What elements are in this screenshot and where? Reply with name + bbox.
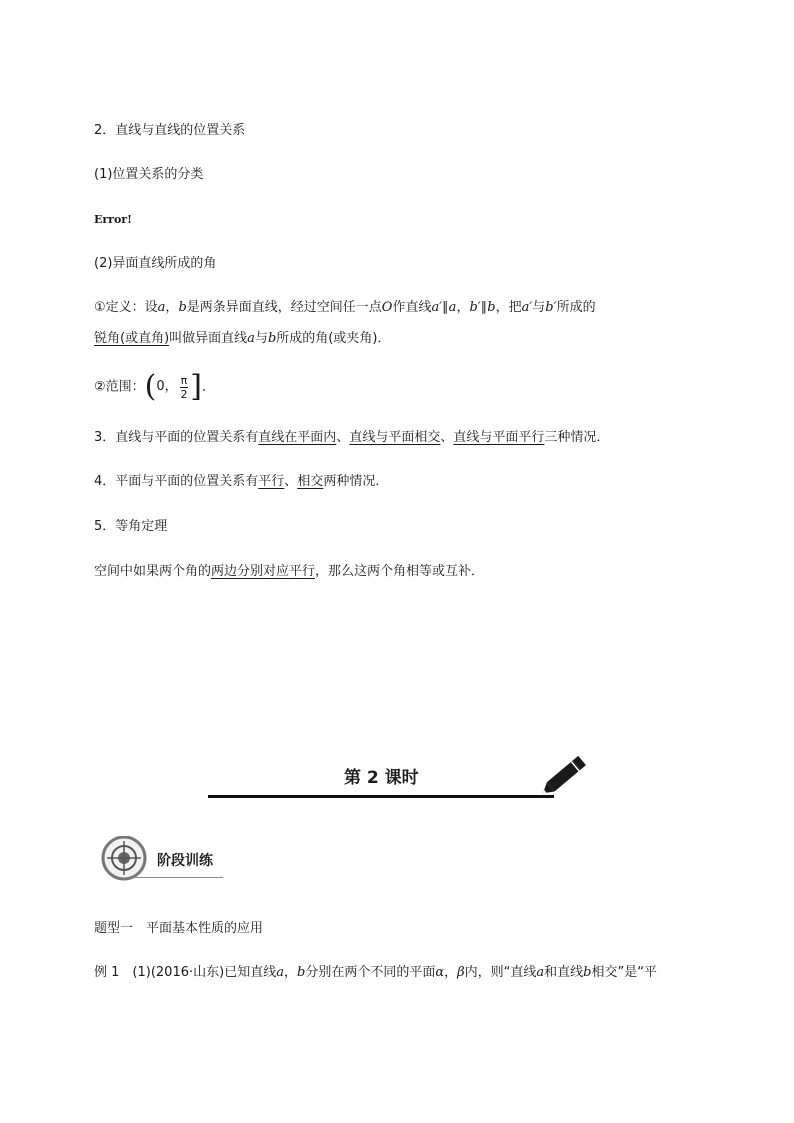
- pencil-icon: [540, 748, 592, 804]
- pi-over-two: $\frac{\pi}{2}$: [180, 373, 188, 401]
- section-title: 第 2 课时: [344, 768, 419, 788]
- item-5-text: 空间中如果两个角的两边分别对应平行，那么这两个角相等或互补．: [94, 564, 485, 579]
- badge-label: 阶段训练: [157, 853, 213, 869]
- definition-line-1: ①定义：设a，b是两条异面直线，经过空间任一点O作直线a′∥a，b′∥b，把a′与b′所成的: [94, 300, 596, 315]
- range-interval: ( 0， $\frac{\pi}{2}$ ]: [144, 369, 202, 404]
- item-2-title: 2．直线与直线的位置关系: [94, 123, 246, 138]
- item-3: 3．直线与平面的位置关系有直线在平面内、直线与平面相交、直线与平面平行三种情况．: [94, 430, 610, 445]
- item-2-sub-2: (2)异面直线所成的角: [94, 256, 217, 271]
- target-icon: [100, 836, 150, 886]
- question-type-title: 题型一 平面基本性质的应用: [94, 921, 264, 936]
- definition-line-2: 锐角(或直角)叫做异面直线a与b所成的角(或夹角)．: [94, 331, 391, 346]
- section-divider: [208, 795, 554, 798]
- item-5-title: 5．等角定理: [94, 519, 168, 534]
- item-4: 4．平面与平面的位置关系有平行、相交两种情况．: [94, 474, 389, 489]
- example-1: 例 1 (1)(2016·山东)已知直线a，b分别在两个不同的平面α，β内，则“直线a和直线b相交”是“平: [94, 965, 657, 980]
- item-2-sub-1: (1)位置关系的分类: [94, 167, 204, 182]
- error-text: Error!: [94, 213, 132, 226]
- badge-underline: [135, 877, 223, 878]
- range-line: ②范围： ( 0， $\frac{\pi}{2}$ ] ．: [94, 369, 216, 404]
